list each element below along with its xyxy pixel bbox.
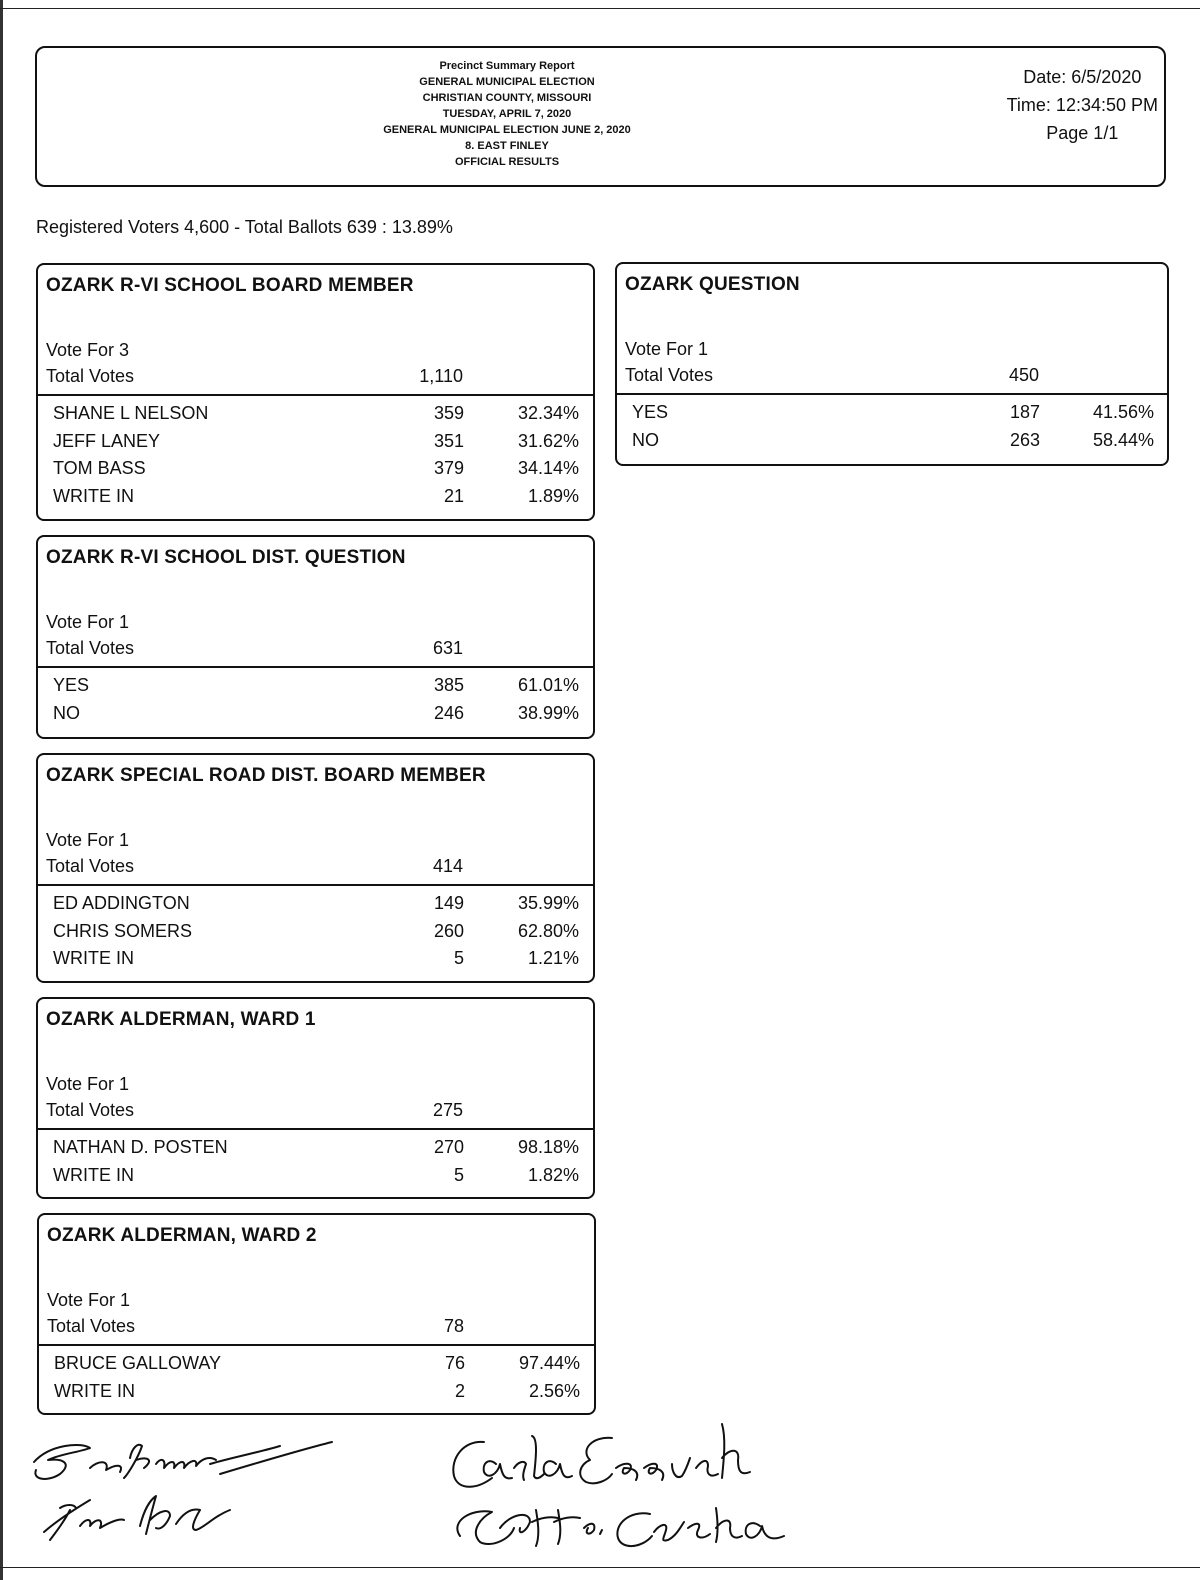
contest-alderman-ward-2: [37, 1213, 596, 1415]
results-status: OFFICIAL RESULTS: [454, 156, 560, 168]
vote-for-label: Vote For 1: [625, 339, 709, 359]
candidate-list: [38, 1137, 593, 1192]
candidate-percent: 35.99%: [517, 893, 579, 913]
candidate-percent: 1.82%: [527, 1164, 579, 1185]
total-votes-label: Total Votes: [46, 856, 135, 876]
total-votes-label: Total Votes: [46, 366, 135, 386]
candidate-percent: 2.56%: [528, 1380, 580, 1401]
contest-school-district-question: [36, 535, 595, 739]
choice-votes: 263: [1009, 429, 1040, 450]
choice-list: [38, 675, 593, 730]
candidate-votes: 260: [433, 920, 464, 941]
contest-road-district-board-member: [36, 753, 595, 983]
total-votes-label: Total Votes: [46, 638, 135, 658]
vote-for-label: Vote For 1: [46, 830, 130, 850]
election-subtitle: GENERAL MUNICIPAL ELECTION JUNE 2, 2020: [383, 124, 631, 136]
choice-row: [38, 675, 593, 703]
candidate-votes: 5: [453, 1164, 464, 1185]
contest-divider: [38, 394, 593, 396]
report-title: Precinct Summary Report: [439, 60, 575, 72]
choice-votes: 246: [433, 702, 464, 723]
total-votes-label: Total Votes: [47, 1316, 136, 1336]
choice-row: [617, 430, 1167, 458]
contest-divider: [38, 666, 593, 668]
candidate-percent: 1.21%: [527, 948, 579, 968]
contest-alderman-ward-1: [36, 997, 595, 1199]
candidate-row: [39, 1381, 594, 1409]
choice-votes: 187: [1009, 402, 1040, 422]
report-header-title-block: [337, 58, 677, 170]
candidate-name: JEFF LANEY: [53, 430, 161, 451]
choice-list: [617, 402, 1167, 457]
total-votes-label: Total Votes: [625, 365, 714, 385]
choice-name: YES: [632, 402, 669, 422]
choice-percent: 58.44%: [1092, 429, 1154, 450]
contest-title: OZARK R-VI SCHOOL BOARD MEMBER: [46, 275, 414, 296]
report-date: Date: 6/5/2020: [1023, 67, 1142, 87]
choice-name: NO: [53, 702, 80, 723]
signature-left: [20, 1430, 350, 1570]
page-edge: [0, 0, 3, 1580]
candidate-name: TOM BASS: [53, 458, 146, 478]
candidate-row: [38, 893, 593, 921]
candidate-row: [38, 458, 593, 486]
election-date: TUESDAY, APRIL 7, 2020: [442, 108, 572, 120]
total-votes-value: 450: [1008, 365, 1039, 385]
choice-percent: 41.56%: [1092, 402, 1154, 422]
contest-ozark-question: [615, 262, 1169, 466]
candidate-percent: 34.14%: [517, 458, 579, 478]
total-votes-label: Total Votes: [46, 1100, 135, 1120]
choice-votes: 385: [433, 675, 464, 695]
contest-divider: [38, 1128, 593, 1130]
candidate-list: [38, 893, 593, 976]
candidate-percent: 32.34%: [517, 403, 579, 423]
vote-for-label: Vote For 3: [46, 340, 130, 360]
candidate-list: [39, 1353, 594, 1408]
contest-divider: [38, 884, 593, 886]
candidate-votes: 351: [433, 430, 464, 451]
choice-name: NO: [632, 429, 659, 450]
candidate-name: BRUCE GALLOWAY: [54, 1353, 222, 1373]
candidate-row: [38, 431, 593, 459]
candidate-name: SHANE L NELSON: [53, 403, 209, 423]
candidate-votes: 270: [433, 1137, 464, 1157]
candidate-votes: 149: [433, 893, 464, 913]
candidate-row: [38, 403, 593, 431]
candidate-row: [38, 921, 593, 949]
report-header: [35, 46, 1166, 187]
contest-school-board-member: [36, 263, 595, 521]
report-time: Time: 12:34:50 PM: [1006, 95, 1158, 115]
candidate-row: [38, 486, 593, 514]
candidate-list: [38, 403, 593, 513]
candidate-name: WRITE IN: [54, 1380, 135, 1401]
candidate-votes: 2: [454, 1380, 465, 1401]
contest-title: OZARK ALDERMAN, WARD 2: [47, 1225, 317, 1246]
candidate-votes: 76: [444, 1353, 465, 1373]
contest-title: OZARK ALDERMAN, WARD 1: [46, 1009, 316, 1030]
candidate-name: WRITE IN: [53, 1164, 134, 1185]
contest-title: OZARK R-VI SCHOOL DIST. QUESTION: [46, 547, 406, 568]
candidate-name: ED ADDINGTON: [53, 893, 190, 913]
total-votes-value: 1,110: [419, 366, 463, 386]
candidate-percent: 1.89%: [527, 485, 579, 506]
candidate-row: [38, 1137, 593, 1165]
voter-summary: Registered Voters 4,600 - Total Ballots 639 : 13.89%: [36, 217, 453, 237]
candidate-name: WRITE IN: [53, 948, 134, 968]
candidate-votes: 21: [443, 485, 464, 506]
total-votes-value: 631: [432, 638, 463, 658]
total-votes-value: 414: [432, 856, 463, 876]
top-rule: [0, 8, 1200, 9]
choice-name: YES: [53, 675, 90, 695]
choice-row: [38, 703, 593, 731]
report-meta: [1007, 63, 1158, 147]
candidate-percent: 31.62%: [517, 430, 579, 451]
county-name: CHRISTIAN COUNTY, MISSOURI: [422, 92, 592, 104]
vote-for-label: Vote For 1: [46, 612, 130, 632]
election-name: GENERAL MUNICIPAL ELECTION: [419, 76, 595, 88]
page-number: Page 1/1: [1046, 123, 1119, 143]
contest-title: OZARK SPECIAL ROAD DIST. BOARD MEMBER: [46, 765, 486, 786]
contest-divider: [39, 1344, 594, 1346]
candidate-votes: 5: [453, 948, 464, 968]
contest-divider: [617, 393, 1167, 395]
candidate-percent: 62.80%: [517, 920, 579, 941]
total-votes-value: 78: [443, 1316, 464, 1336]
candidate-name: NATHAN D. POSTEN: [53, 1137, 228, 1157]
precinct-name: 8. EAST FINLEY: [465, 140, 549, 152]
candidate-name: CHRIS SOMERS: [53, 920, 193, 941]
candidate-votes: 359: [433, 403, 464, 423]
candidate-name: WRITE IN: [53, 485, 134, 506]
choice-row: [617, 402, 1167, 430]
signature-right: [440, 1418, 800, 1568]
contest-title: OZARK QUESTION: [625, 274, 800, 295]
candidate-row: [38, 948, 593, 976]
candidate-row: [38, 1165, 593, 1193]
vote-for-label: Vote For 1: [47, 1290, 131, 1310]
choice-percent: 61.01%: [517, 675, 579, 695]
candidate-votes: 379: [433, 458, 464, 478]
candidate-percent: 98.18%: [517, 1137, 579, 1157]
total-votes-value: 275: [432, 1100, 463, 1120]
vote-for-label: Vote For 1: [46, 1074, 130, 1094]
candidate-row: [39, 1353, 594, 1381]
candidate-percent: 97.44%: [518, 1353, 580, 1373]
choice-percent: 38.99%: [517, 702, 579, 723]
